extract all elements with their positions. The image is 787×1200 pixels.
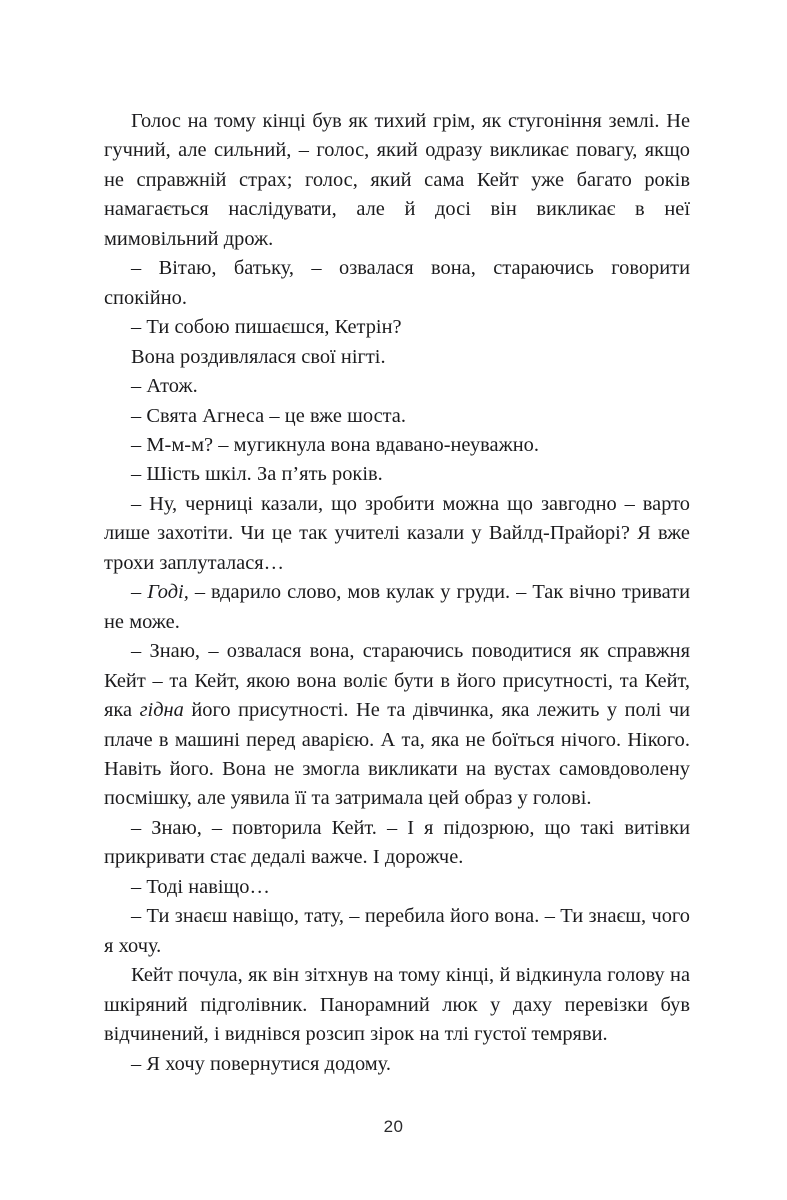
paragraph-suffix: його присутності. Не та дівчинка, яка лежить у полі чи плаче в машині перед аварією. А та, яка не боїться нічого. Нікого. Навіть його. Вона не змогла викликати на вустах самовдоволену посмішку, але уявила її та затримала цей образ у голові.: [104, 699, 691, 810]
paragraph: – Шість шкіл. За п’ять років.: [131, 463, 383, 486]
paragraph: – Я хочу повернутися додому.: [131, 1052, 391, 1075]
paragraph: – Тоді навіщо…: [131, 875, 270, 898]
paragraph: [104, 637, 690, 814]
paragraph: Кейт почула, як він зітхнув на тому кінці, й відкинула голову на шкіряний підголівник. Панорамний люк у даху перевізки був відчинений, і виднівся розсип зірок на тлі густої темряви.: [104, 964, 690, 1046]
emphasis-word: гідна: [139, 699, 184, 722]
paragraph: Вона роздивлялася свої нігті.: [131, 345, 386, 368]
paragraph-prefix: –: [131, 581, 148, 604]
page-number: 20: [383, 1117, 404, 1136]
paragraph-suffix: – вдарило слово, мов кулак у груди. – Так вічно тривати не може.: [104, 581, 691, 633]
paragraph: Голос на тому кінці був як тихий грім, як стугоніння землі. Не гучний, але сильний, – голос, який одразу викликає повагу, якщо не справжній страх; голос, який сама Кейт уже багато років намагається наслідувати, але й досі він викликає в неї мимовільний дрож.: [104, 110, 690, 250]
paragraph-prefix: – Знаю, – озвалася вона, стараючись поводитися як справжня Кейт – та Кейт, якою вона воліє бути в його присутності, та Кейт, яка: [104, 640, 690, 722]
paragraph: – Вітаю, батьку, – озвалася вона, стараючись говорити спокійно.: [104, 257, 690, 309]
paragraph: – Ти знаєш навіщо, тату, – перебила його вона. – Ти знаєш, чого я хочу.: [104, 905, 690, 957]
paragraph: – Ти собою пишаєшся, Кетрін?: [131, 316, 402, 339]
emphasis-word: Годі,: [147, 581, 189, 604]
paragraph: [104, 578, 690, 637]
page-text-block: [104, 107, 690, 1079]
paragraph: – М-м-м? – мугикнула вона вдавано-неуважно.: [131, 433, 539, 456]
paragraph: – Свята Агнеса – це вже шоста.: [131, 404, 406, 427]
paragraph: – Знаю, – повторила Кейт. – І я підозрюю, що такі витівки прикривати стає дедалі важче. І дорожче.: [104, 816, 690, 869]
paragraph: – Атож.: [131, 375, 198, 398]
paragraph: – Ну, черниці казали, що зробити можна що завгодно – варто лише захотіти. Чи це так учителі казали у Вайлд-Прайорі? Я вже трохи заплуталася…: [104, 492, 690, 574]
